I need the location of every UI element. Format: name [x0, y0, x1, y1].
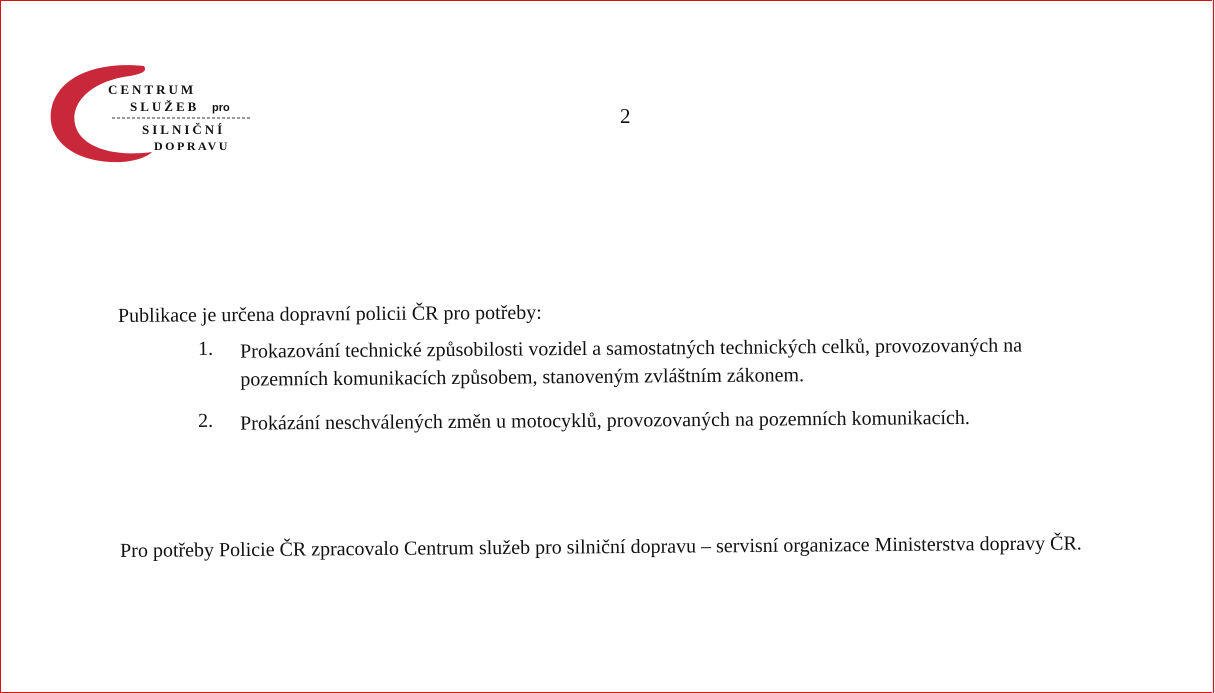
list-item-text-line: pozemních komunikacích způsobem, stanoveným zvláštním zákonem.: [240, 364, 805, 391]
list-item-text-line: Prokazování technické způsobilosti vozidel a samostatných technických celků, provozovaných na: [240, 334, 1023, 363]
page-edge-line: [1213, 0, 1214, 693]
closing-paragraph: Pro potřeby Policie ČR zpracovalo Centrum služeb pro silniční dopravu – servisní organizace Ministerstva dopravy ČR.: [120, 532, 1082, 562]
logo-line-1: CENTRUM: [108, 82, 197, 97]
list-item-text: [240, 331, 1145, 394]
logo-line-3: SILNIČNÍ: [142, 122, 226, 137]
logo-line-2-suffix: pro: [212, 102, 230, 114]
logo-line-4: DOPRAVU: [154, 139, 230, 153]
logo-line-2: SLUŽEB: [130, 99, 200, 114]
intro-paragraph: Publikace je určena dopravní policii ČR pro potřeby:: [117, 301, 542, 327]
csd-logo: [44, 60, 264, 170]
page-number: 2: [620, 104, 631, 128]
list-item-number: 2.: [198, 409, 214, 432]
list-item-number: 1.: [198, 337, 214, 360]
list-item-text-line: Prokázání neschválených změn u motocyklů, provozovaných na pozemních komunikacích.: [240, 406, 970, 435]
